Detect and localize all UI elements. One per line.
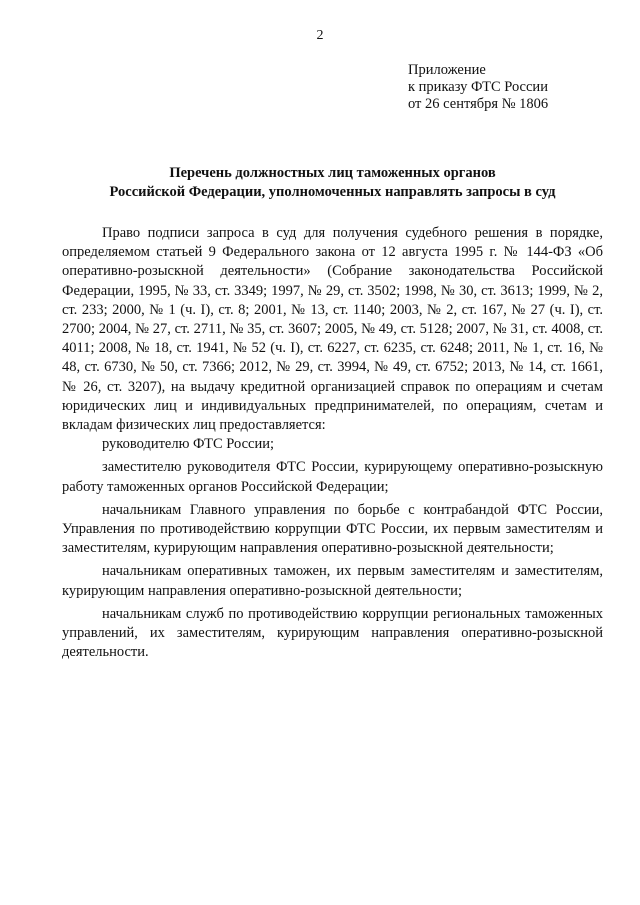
- title-line-2: Российской Федерации, уполномоченных направлять запросы в суд: [109, 184, 556, 200]
- intro-paragraph: Право подписи запроса в суд для получения судебного решения в порядке, определяемом статьей 9 Федерального закона от 12 августа 1995 г. № 144-ФЗ «Об оперативно-розыскной деятельности» (Собрание законодательства Российской Федерации, 1995, № 33, ст. 3349; 1997, № 29, ст. 3502; 1998, № 30, ст. 3613; 1999, № 2, ст. 233; 2000, № 1 (ч. I), ст. 8; 2001, № 13, ст. 1140; 2003, № 2, ст. 167, № 27 (ч. I), ст. 2700; 2004, № 27, ст. 2711, № 35, ст. 3607; 2005, № 49, ст. 5128; 2007, № 31, ст. 4008, ст. 4011; 2008, № 18, ст. 1941, № 52 (ч. I), ст. 6227, ст. 6235, ст. 6248; 2011, № 1, ст. 16, № 48, ст. 6730, № 50, ст. 7366; 2012, № 29, ст. 3994, № 49, ст. 6752; 2013, № 14, ст. 1661, № 26, ст. 3207), на выдачу кредитной организацией справок по операциям и счетам юридических лиц и индивидуальных предпринимателей, по операциям, счетам и вкладам физических лиц предоставляется:: [62, 225, 603, 434]
- title-line-1: Перечень должностных лиц таможенных органов: [169, 165, 496, 181]
- list-item: начальникам оперативных таможен, их первым заместителям и заместителям, курирующим направления оперативно-розыскной деятельности;: [62, 563, 603, 599]
- appendix-order: к приказу ФТС России: [408, 79, 548, 95]
- document-body: [62, 224, 603, 662]
- page-number: 2: [316, 28, 324, 43]
- appendix-label: Приложение: [408, 62, 486, 78]
- appendix-date: от 26 сентября № 1806: [408, 96, 549, 112]
- document-title: [62, 164, 603, 202]
- list-item: заместителю руководителя ФТС России, курирующему оперативно-розыскную работу таможенных органов Российской Федерации;: [62, 459, 603, 495]
- list-item: начальникам служб по противодействию коррупции региональных таможенных управлений, их заместителям, курирующим направления оперативно-розыскной деятельности.: [62, 605, 603, 661]
- appendix-reference: [408, 62, 608, 113]
- list-item: руководителю ФТС России;: [102, 436, 275, 453]
- list-item: начальникам Главного управления по борьбе с контрабандой ФТС России, Управления по противодействию коррупции ФТС России, их первым заместителям и заместителям, курирующим направления оперативно-розыскной деятельности;: [62, 501, 603, 557]
